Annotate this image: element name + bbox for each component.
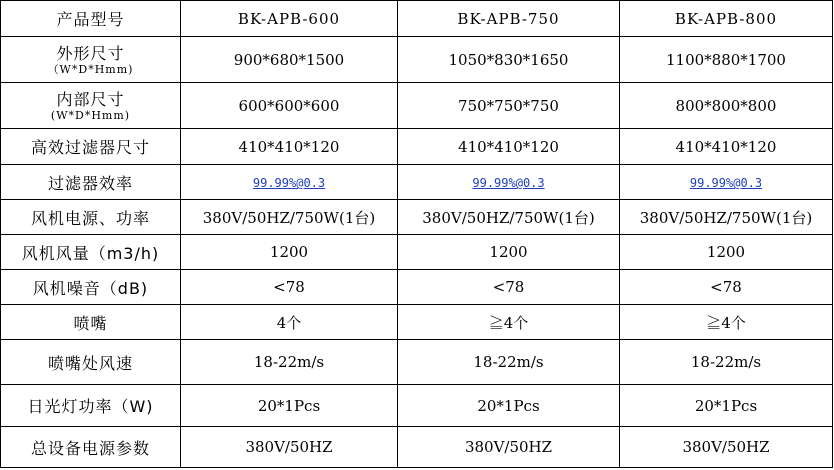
table-row [1,385,833,427]
row-label: 喷嘴 [1,305,181,340]
row-label: 风机风量（m3/h) [1,235,181,270]
table-row [1,235,833,270]
header-model-800: BK-APB-800 [620,1,833,37]
row-label: 过滤器效率 [1,165,181,200]
table-cell: 380V/50HZ/750W(1台) [181,200,398,235]
table-cell: 1200 [181,235,398,270]
table-row [1,305,833,340]
row-label: 风机电源、功率 [1,200,181,235]
row-label: 高效过滤器尺寸 [1,129,181,165]
table-cell [398,165,620,200]
table-cell [181,165,398,200]
row-label: 日光灯功率（W) [1,385,181,427]
table-cell: 380V/50HZ [398,427,620,468]
table-cell: <78 [181,270,398,305]
header-row [1,1,833,37]
table-cell: 1200 [620,235,833,270]
table-row [1,129,833,165]
row-label [1,37,181,83]
table-cell: 20*1Pcs [620,385,833,427]
table-cell: 4个 [181,305,398,340]
header-model-600: BK-APB-600 [181,1,398,37]
table-cell: 800*800*800 [620,83,833,129]
table-cell: 20*1Pcs [398,385,620,427]
row-label-main: 内部尺寸 [56,89,125,109]
table-cell: 600*600*600 [181,83,398,129]
table-row [1,340,833,385]
table-row [1,200,833,235]
row-label [1,83,181,129]
row-label-unit: （W*D*Hmm) [47,62,134,76]
table-cell: 410*410*120 [620,129,833,165]
header-model-750: BK-APB-750 [398,1,620,37]
efficiency-link[interactable]: 99.99%@0.3 [689,176,763,190]
row-label-unit: (W*D*Hmm) [50,108,131,122]
table-cell: ≧4个 [620,305,833,340]
table-cell: 900*680*1500 [181,37,398,83]
table-cell: 18-22m/s [398,340,620,385]
table-row [1,165,833,200]
table-cell: <78 [620,270,833,305]
row-label: 喷嘴处风速 [1,340,181,385]
table-cell: 1200 [398,235,620,270]
table-row [1,427,833,468]
table-cell: <78 [398,270,620,305]
efficiency-link[interactable]: 99.99%@0.3 [252,176,326,190]
header-model-label: 产品型号 [1,1,181,37]
table-row [1,270,833,305]
table-cell: 1100*880*1700 [620,37,833,83]
table-cell: 380V/50HZ [620,427,833,468]
table-cell: 20*1Pcs [181,385,398,427]
table-cell: 380V/50HZ/750W(1台) [398,200,620,235]
table-row [1,37,833,83]
table-cell: 410*410*120 [398,129,620,165]
table-cell: 380V/50HZ [181,427,398,468]
row-label: 总设备电源参数 [1,427,181,468]
row-label: 风机噪音（dB) [1,270,181,305]
table-cell: 380V/50HZ/750W(1台) [620,200,833,235]
table-cell: 410*410*120 [181,129,398,165]
row-label-main: 外形尺寸 [56,43,125,63]
efficiency-link[interactable]: 99.99%@0.3 [472,176,545,190]
table-row [1,83,833,129]
table-cell [620,165,833,200]
table-cell: ≧4个 [398,305,620,340]
table-cell: 18-22m/s [181,340,398,385]
table-cell: 750*750*750 [398,83,620,129]
table-cell: 1050*830*1650 [398,37,620,83]
table-cell: 18-22m/s [620,340,833,385]
